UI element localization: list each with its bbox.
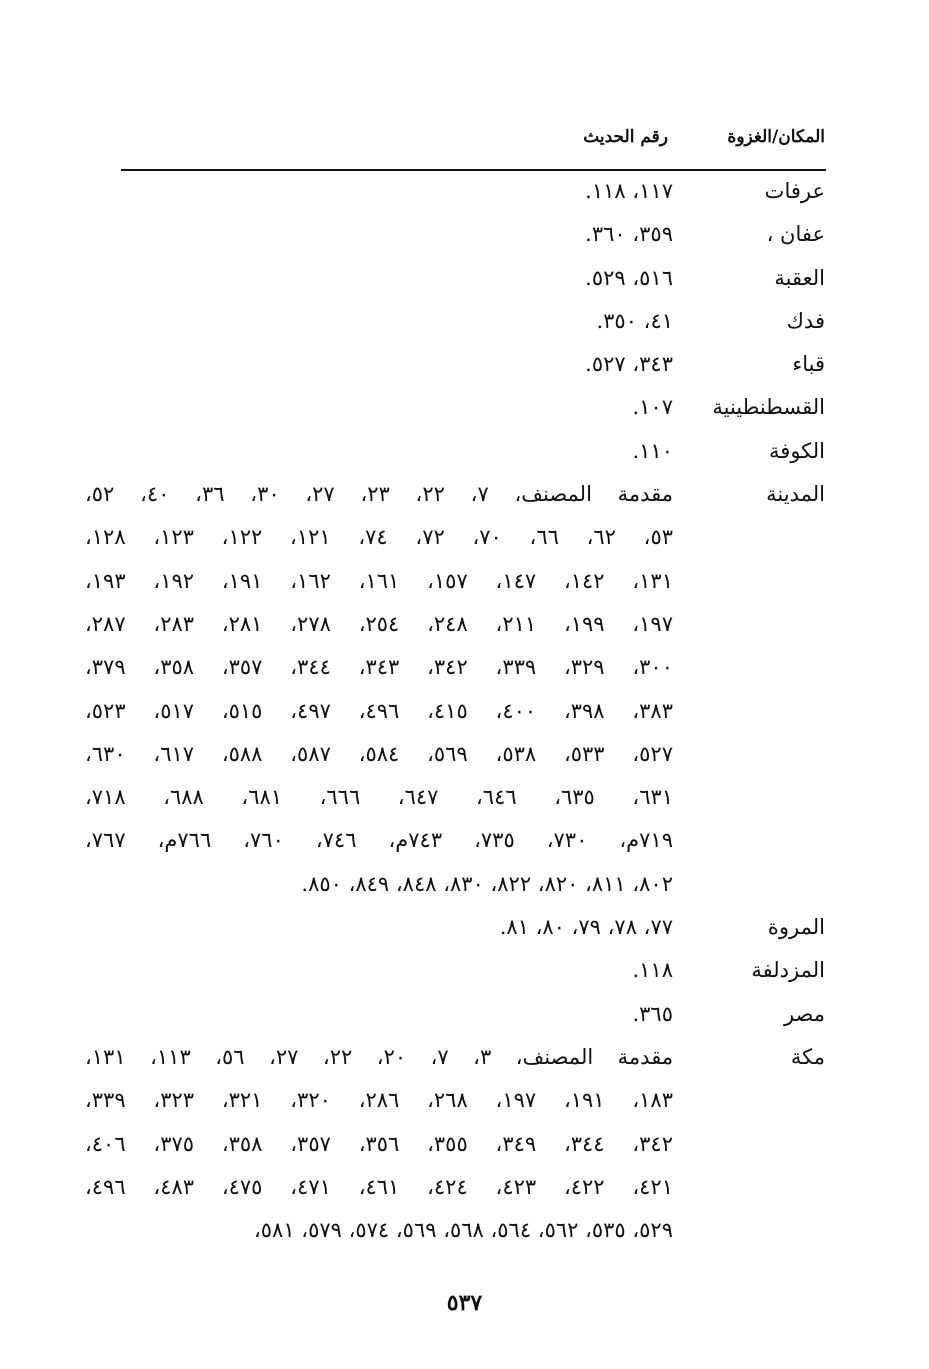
hadith-number-line: ١٩٧، ١٩٩، ٢١١، ٢٤٨، ٢٥٤، ٢٧٨، ٢٨١، ٢٨٣، ٢٨٧، bbox=[85, 611, 673, 636]
table-header bbox=[120, 127, 825, 159]
place-name: عفان ، bbox=[766, 222, 825, 247]
place-name: المدينة bbox=[766, 482, 825, 507]
index-entry bbox=[85, 473, 825, 906]
index-entry bbox=[85, 1036, 825, 1252]
index-entry bbox=[85, 213, 825, 256]
hadith-number-line: ٨٠٢، ٨١١، ٨٢٠، ٨٢٢، ٨٣٠، ٨٤٨، ٨٤٩، ٨٥٠. bbox=[301, 871, 673, 896]
place-name: الكوفة bbox=[769, 438, 825, 463]
hadith-number-line: ٥٢٩، ٥٣٥، ٥٦٢، ٥٦٤، ٥٦٨، ٥٦٩، ٥٧٤، ٥٧٩، ٥٨١، bbox=[254, 1218, 673, 1243]
place-name: مصر bbox=[783, 1001, 825, 1026]
hadith-numbers bbox=[85, 473, 673, 906]
place-name: العقبة bbox=[774, 265, 825, 290]
hadith-numbers bbox=[85, 386, 673, 429]
index-entry bbox=[85, 949, 825, 992]
hadith-number-line: ١٠٧. bbox=[632, 395, 673, 420]
hadith-numbers bbox=[85, 430, 673, 473]
hadith-numbers bbox=[85, 343, 673, 386]
place-name: المروة bbox=[767, 915, 825, 940]
hadith-numbers bbox=[85, 1036, 673, 1252]
hadith-numbers bbox=[85, 993, 673, 1036]
page-number: ٥٣٧ bbox=[446, 1290, 483, 1316]
hadith-number-line: ٧١٩م، ٧٣٠، ٧٣٥، ٧٤٣م، ٧٤٦، ٧٦٠، ٧٦٦م، ٧٦٧، bbox=[85, 828, 673, 853]
hadith-number-line: ١١٠. bbox=[632, 438, 673, 463]
index-entry bbox=[85, 906, 825, 949]
hadith-number-line: مقدمة المصنف، ٧، ٢٢، ٢٣، ٢٧، ٣٠، ٣٦، ٤٠، ٥٢، bbox=[85, 482, 674, 507]
index-entry bbox=[85, 386, 825, 429]
hadith-number-line: ١٨٣، ١٩١، ١٩٧، ٢٦٨، ٢٨٦، ٣٢٠، ٣٢١، ٣٢٣، ٣٣٩، bbox=[85, 1088, 673, 1113]
hadith-numbers bbox=[85, 170, 673, 213]
hadith-numbers bbox=[85, 213, 673, 256]
hadith-number-line: ٧٧، ٧٨، ٧٩، ٨٠، ٨١. bbox=[499, 915, 673, 940]
hadith-number-line: مقدمة المصنف، ٣، ٧، ٢٠، ٢٢، ٢٧، ٥٦، ١١٣، ١٣١، bbox=[85, 1044, 674, 1069]
place-name: قباء bbox=[792, 352, 825, 377]
hadith-numbers bbox=[85, 257, 673, 300]
place-name: عرفات bbox=[764, 179, 825, 203]
hadith-number-line: ٤٢١، ٤٢٢، ٤٢٣، ٤٢٤، ٤٦١، ٤٧١، ٤٧٥، ٤٨٣، ٤٩٦، bbox=[85, 1174, 673, 1199]
hadith-number-line: ٦٣١، ٦٣٥، ٦٤٦، ٦٤٧، ٦٦٦، ٦٨١، ٦٨٨، ٧١٨، bbox=[85, 785, 674, 810]
hadith-numbers bbox=[85, 906, 673, 949]
hadith-number-line: ٥١٦، ٥٢٩. bbox=[585, 265, 673, 290]
place-column-heading: المكان/الغزوة bbox=[727, 127, 825, 147]
index-entry bbox=[85, 300, 825, 343]
place-name: فدك bbox=[786, 308, 825, 333]
hadith-number-line: ٣٠٠، ٣٢٩، ٣٣٩، ٣٤٢، ٣٤٣، ٣٤٤، ٣٥٧، ٣٥٨، ٣٧٩، bbox=[85, 655, 673, 680]
hadith-number-line: ٣٦٥. bbox=[632, 1001, 673, 1026]
hadith-number-line: ٣٤٣، ٥٢٧. bbox=[585, 352, 673, 377]
index-entry bbox=[85, 170, 825, 213]
hadith-number-line: ٣٥٩، ٣٦٠. bbox=[585, 222, 673, 247]
hadith-number-line: ٣٤٢، ٣٤٤، ٣٤٩، ٣٥٥، ٣٥٦، ٣٥٧، ٣٥٨، ٣٧٥، ٤٠٦، bbox=[85, 1131, 673, 1156]
place-name: القسطنطينية bbox=[712, 395, 825, 420]
place-name: المزدلفة bbox=[751, 958, 825, 983]
index-entry bbox=[85, 430, 825, 473]
hadith-number-line: ١١٨. bbox=[632, 958, 673, 983]
index-entry bbox=[85, 257, 825, 300]
hadith-number-line: ٥٣، ٦٢، ٦٦، ٧٠، ٧٢، ٧٤، ١٢١، ١٢٢، ١٢٣، ١٢٨، bbox=[85, 525, 674, 550]
hadith-number-line: ٣٨٣، ٣٩٨، ٤٠٠، ٤١٥، ٤٩٦، ٤٩٧، ٥١٥، ٥١٧، ٥٢٣، bbox=[85, 698, 673, 723]
place-name: مكة bbox=[790, 1044, 825, 1069]
index-entry bbox=[85, 343, 825, 386]
hadith-number-line: ٥٢٧، ٥٣٣، ٥٣٨، ٥٦٩، ٥٨٤، ٥٨٧، ٥٨٨، ٦١٧، ٦٣٠، bbox=[85, 741, 673, 766]
hadith-numbers bbox=[85, 300, 673, 343]
hadith-number-line: ١٣١، ١٤٢، ١٤٧، ١٥٧، ١٦١، ١٦٢، ١٩١، ١٩٢، ١٩٣، bbox=[85, 568, 673, 593]
hadith-numbers bbox=[85, 949, 673, 992]
index-entries bbox=[85, 170, 825, 1252]
index-entry bbox=[85, 993, 825, 1036]
hadith-number-line: ١١٧، ١١٨. bbox=[585, 179, 673, 203]
hadith-number-line: ٤١، ٣٥٠. bbox=[596, 308, 673, 333]
hadith-number-column-heading: رقم الحديث bbox=[583, 127, 668, 147]
